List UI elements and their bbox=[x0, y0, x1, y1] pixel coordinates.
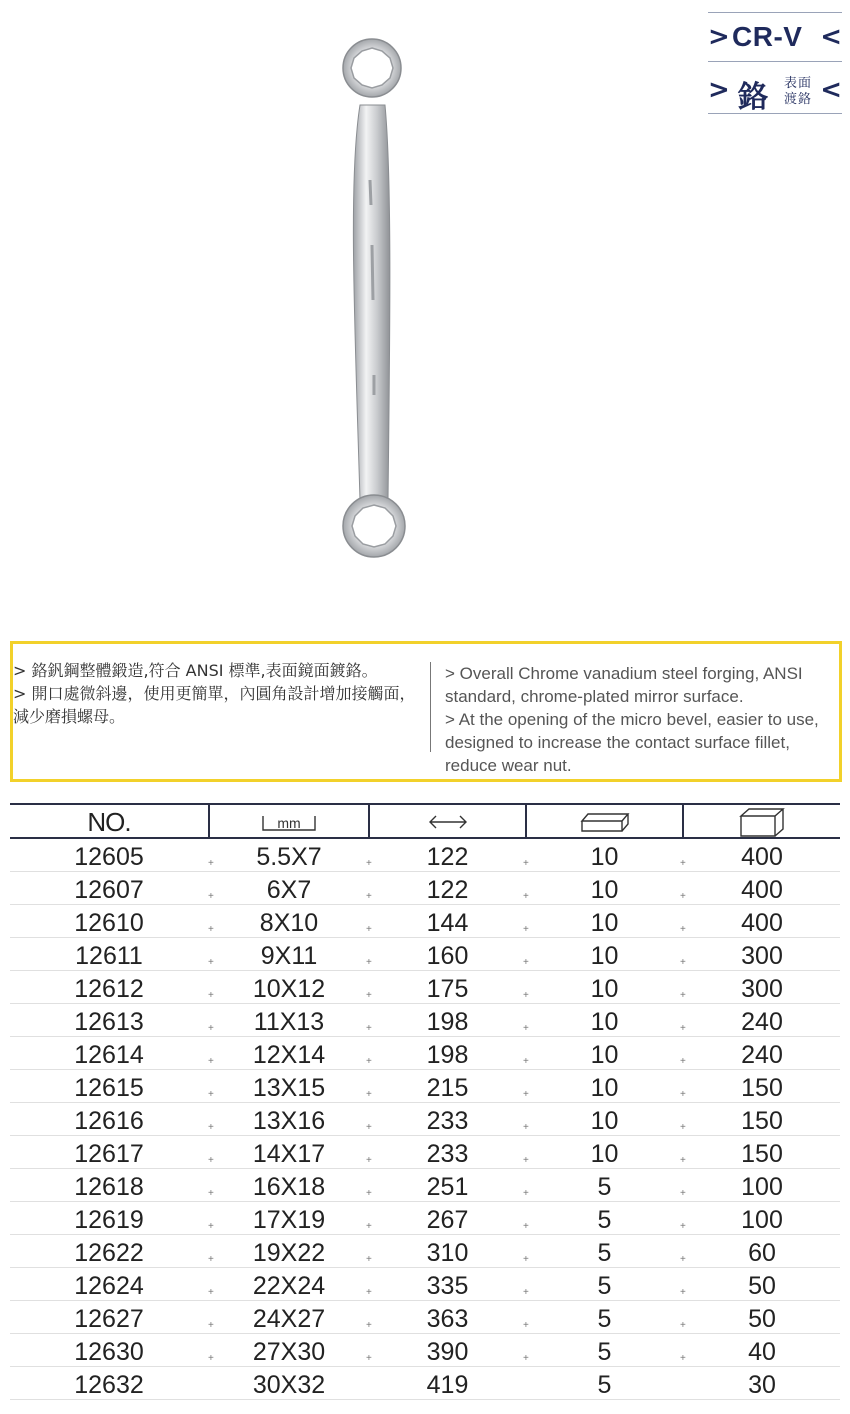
header-outer-qty bbox=[684, 805, 840, 839]
plus-marker-icon: + bbox=[680, 1056, 686, 1067]
cell-size: 16X18 bbox=[252, 1173, 326, 1201]
cell-size: 13X15 bbox=[252, 1074, 326, 1102]
cell-no: 12619 bbox=[74, 1206, 144, 1234]
spec-table bbox=[10, 803, 840, 1400]
header-size bbox=[210, 805, 368, 839]
cell-length: 267 bbox=[426, 1206, 469, 1234]
plus-marker-icon: + bbox=[208, 1320, 214, 1331]
plus-marker-icon: + bbox=[523, 1056, 529, 1067]
product-description bbox=[10, 641, 842, 782]
plus-marker-icon: + bbox=[680, 990, 686, 1001]
header-no: NO. bbox=[87, 806, 131, 837]
plus-marker-icon: + bbox=[208, 1023, 214, 1034]
cell-no: 12622 bbox=[74, 1239, 144, 1267]
cell-inner-qty: 10 bbox=[590, 876, 619, 904]
cell-size: 22X24 bbox=[252, 1272, 326, 1300]
cell-inner-qty: 10 bbox=[590, 942, 619, 970]
plus-marker-icon: + bbox=[366, 891, 372, 902]
cell-length: 122 bbox=[426, 843, 469, 871]
plus-marker-icon: + bbox=[523, 1023, 529, 1034]
cell-length: 419 bbox=[426, 1371, 469, 1399]
cell-inner-qty: 10 bbox=[590, 909, 619, 937]
plus-marker-icon: + bbox=[680, 1221, 686, 1232]
cell-no: 12605 bbox=[74, 843, 144, 871]
cell-no: 12612 bbox=[74, 975, 144, 1003]
cell-length: 215 bbox=[426, 1074, 469, 1102]
description-divider bbox=[430, 662, 431, 752]
cell-outer-qty: 240 bbox=[741, 1008, 783, 1036]
plus-marker-icon: + bbox=[208, 891, 214, 902]
chrome-label: 鉻 bbox=[738, 80, 768, 115]
plus-marker-icon: + bbox=[366, 1188, 372, 1199]
cell-no: 12632 bbox=[74, 1371, 144, 1399]
cell-outer-qty: 400 bbox=[741, 843, 783, 871]
table-row bbox=[10, 1235, 840, 1268]
plus-marker-icon: + bbox=[208, 1122, 214, 1133]
cell-size: 11X13 bbox=[253, 1008, 325, 1036]
cell-inner-qty: 10 bbox=[590, 1008, 619, 1036]
plus-marker-icon: + bbox=[208, 1221, 214, 1232]
table-row bbox=[10, 1367, 840, 1400]
plus-marker-icon: + bbox=[208, 858, 214, 869]
table-row bbox=[10, 1136, 840, 1169]
table-row bbox=[10, 1070, 840, 1103]
plus-marker-icon: + bbox=[523, 1221, 529, 1232]
cell-outer-qty: 400 bbox=[741, 876, 783, 904]
cell-length: 390 bbox=[426, 1338, 469, 1366]
chevron-right-icon: > bbox=[708, 74, 730, 105]
plus-marker-icon: + bbox=[208, 957, 214, 968]
cell-size: 24X27 bbox=[252, 1305, 326, 1333]
plus-marker-icon: + bbox=[680, 1320, 686, 1331]
plus-marker-icon: + bbox=[523, 1353, 529, 1364]
cell-outer-qty: 300 bbox=[741, 942, 783, 970]
chrome-plating-badge bbox=[708, 66, 842, 114]
cell-inner-qty: 10 bbox=[590, 1107, 619, 1135]
cell-length: 363 bbox=[426, 1305, 469, 1333]
plus-marker-icon: + bbox=[523, 1188, 529, 1199]
plus-marker-icon: + bbox=[680, 1023, 686, 1034]
chevron-left-icon: < bbox=[820, 74, 842, 105]
plus-marker-icon: + bbox=[366, 1155, 372, 1166]
cell-outer-qty: 50 bbox=[748, 1272, 776, 1300]
plus-marker-icon: + bbox=[366, 1023, 372, 1034]
plus-marker-icon: + bbox=[680, 891, 686, 902]
plus-marker-icon: + bbox=[523, 1155, 529, 1166]
outer-box-icon bbox=[739, 806, 785, 838]
plus-marker-icon: + bbox=[523, 924, 529, 935]
cell-inner-qty: 10 bbox=[590, 1140, 619, 1168]
table-row bbox=[10, 1202, 840, 1235]
plus-marker-icon: + bbox=[523, 957, 529, 968]
cell-size: 17X19 bbox=[252, 1206, 326, 1234]
table-row bbox=[10, 1268, 840, 1301]
plus-marker-icon: + bbox=[680, 1122, 686, 1133]
plus-marker-icon: + bbox=[366, 1254, 372, 1265]
cell-size: 9X11 bbox=[260, 942, 318, 970]
header-length bbox=[370, 805, 525, 839]
cell-no: 12614 bbox=[74, 1041, 144, 1069]
plus-marker-icon: + bbox=[208, 1188, 214, 1199]
table-row bbox=[10, 872, 840, 905]
table-row bbox=[10, 1301, 840, 1334]
plus-marker-icon: + bbox=[680, 1254, 686, 1265]
plus-marker-icon: + bbox=[366, 990, 372, 1001]
cell-no: 12611 bbox=[75, 942, 143, 970]
plus-marker-icon: + bbox=[523, 858, 529, 869]
cell-outer-qty: 150 bbox=[741, 1074, 783, 1102]
plus-marker-icon: + bbox=[523, 1287, 529, 1298]
chevron-right-icon: > bbox=[708, 22, 730, 52]
table-row bbox=[10, 971, 840, 1004]
cell-inner-qty: 5 bbox=[597, 1206, 612, 1234]
plus-marker-icon: + bbox=[208, 1056, 214, 1067]
cell-inner-qty: 5 bbox=[597, 1371, 612, 1399]
table-row bbox=[10, 839, 840, 872]
cell-size: 12X14 bbox=[252, 1041, 326, 1069]
plus-marker-icon: + bbox=[208, 1254, 214, 1265]
plus-marker-icon: + bbox=[680, 924, 686, 935]
cell-no: 12615 bbox=[74, 1074, 144, 1102]
chrome-sub-label: 表面 渡鉻 bbox=[784, 76, 813, 107]
cell-outer-qty: 60 bbox=[748, 1239, 776, 1267]
cell-inner-qty: 10 bbox=[590, 975, 619, 1003]
plus-marker-icon: + bbox=[523, 990, 529, 1001]
cell-length: 310 bbox=[426, 1239, 469, 1267]
plus-marker-icon: + bbox=[523, 1089, 529, 1100]
cell-no: 12630 bbox=[74, 1338, 144, 1366]
double-ring-wrench-image bbox=[330, 30, 420, 600]
cell-length: 198 bbox=[426, 1008, 469, 1036]
description-chinese: > 鉻釩鋼整體鍛造,符合 ANSI 標準,表面鏡面鍍鉻。 > 開口處微斜邊，使用更簡單，內圓角設計增加接觸面，減少磨損螺母。 bbox=[13, 661, 416, 726]
plus-marker-icon: + bbox=[680, 957, 686, 968]
table-row bbox=[10, 1037, 840, 1070]
plus-marker-icon: + bbox=[366, 1320, 372, 1331]
plus-marker-icon: + bbox=[366, 1221, 372, 1232]
plus-marker-icon: + bbox=[680, 1155, 686, 1166]
cell-inner-qty: 10 bbox=[590, 1074, 619, 1102]
cell-inner-qty: 10 bbox=[590, 1041, 619, 1069]
cell-size: 27X30 bbox=[252, 1338, 326, 1366]
ruler-mm-icon bbox=[261, 812, 317, 832]
header-inner-qty bbox=[527, 805, 682, 839]
plus-marker-icon: + bbox=[366, 1287, 372, 1298]
cell-outer-qty: 240 bbox=[741, 1041, 783, 1069]
plus-marker-icon: + bbox=[208, 990, 214, 1001]
inner-box-icon bbox=[580, 811, 630, 833]
cell-outer-qty: 40 bbox=[748, 1338, 776, 1366]
cell-length: 233 bbox=[426, 1107, 469, 1135]
cell-outer-qty: 150 bbox=[741, 1107, 783, 1135]
plus-marker-icon: + bbox=[208, 1089, 214, 1100]
plus-marker-icon: + bbox=[680, 1287, 686, 1298]
cell-length: 122 bbox=[426, 876, 469, 904]
cell-no: 12618 bbox=[74, 1173, 144, 1201]
plus-marker-icon: + bbox=[366, 924, 372, 935]
table-row bbox=[10, 1334, 840, 1367]
table-row bbox=[10, 1169, 840, 1202]
cell-inner-qty: 5 bbox=[597, 1338, 612, 1366]
table-row bbox=[10, 938, 840, 971]
cell-inner-qty: 5 bbox=[597, 1173, 612, 1201]
plus-marker-icon: + bbox=[366, 1056, 372, 1067]
cell-size: 13X16 bbox=[252, 1107, 326, 1135]
cell-outer-qty: 100 bbox=[741, 1206, 783, 1234]
cell-no: 12624 bbox=[74, 1272, 144, 1300]
plus-marker-icon: + bbox=[680, 1188, 686, 1199]
cell-size: 14X17 bbox=[252, 1140, 326, 1168]
plus-marker-icon: + bbox=[366, 1089, 372, 1100]
cell-length: 233 bbox=[426, 1140, 469, 1168]
description-english: > Overall Chrome vanadium steel forging, ANSI standard, chrome-plated mirror surface. > At the opening of the micro bevel, easier to use, designed to increase the contact surface fillet, reduce wear nut. bbox=[445, 664, 819, 775]
cell-length: 160 bbox=[426, 942, 469, 970]
cell-size: 8X10 bbox=[259, 909, 319, 937]
table-row bbox=[10, 1103, 840, 1136]
cell-length: 144 bbox=[426, 909, 469, 937]
plus-marker-icon: + bbox=[366, 1122, 372, 1133]
cell-no: 12627 bbox=[74, 1305, 144, 1333]
plus-marker-icon: + bbox=[680, 858, 686, 869]
cell-size: 6X7 bbox=[266, 876, 312, 904]
chevron-left-icon: < bbox=[820, 22, 842, 52]
svg-text:mm: mm bbox=[277, 815, 301, 831]
cell-no: 12616 bbox=[74, 1107, 144, 1135]
crv-label: CR-V bbox=[732, 21, 803, 52]
cell-outer-qty: 150 bbox=[741, 1140, 783, 1168]
plus-marker-icon: + bbox=[208, 1155, 214, 1166]
table-row bbox=[10, 905, 840, 938]
table-body bbox=[10, 839, 840, 1400]
table-header bbox=[10, 803, 840, 839]
cell-size: 19X22 bbox=[252, 1239, 326, 1267]
cell-length: 335 bbox=[426, 1272, 469, 1300]
cell-no: 12613 bbox=[74, 1008, 144, 1036]
plus-marker-icon: + bbox=[366, 957, 372, 968]
cell-outer-qty: 50 bbox=[748, 1305, 776, 1333]
plus-marker-icon: + bbox=[523, 891, 529, 902]
double-arrow-icon bbox=[428, 814, 468, 830]
cell-outer-qty: 300 bbox=[741, 975, 783, 1003]
cell-size: 30X32 bbox=[252, 1371, 326, 1399]
plus-marker-icon: + bbox=[366, 858, 372, 869]
plus-marker-icon: + bbox=[680, 1089, 686, 1100]
plus-marker-icon: + bbox=[523, 1122, 529, 1133]
cell-inner-qty: 10 bbox=[590, 843, 619, 871]
plus-marker-icon: + bbox=[208, 1287, 214, 1298]
cell-no: 12607 bbox=[74, 876, 144, 904]
cell-length: 198 bbox=[426, 1041, 469, 1069]
cell-size: 10X12 bbox=[252, 975, 326, 1003]
cell-outer-qty: 100 bbox=[741, 1173, 783, 1201]
cell-no: 12610 bbox=[74, 909, 144, 937]
cell-inner-qty: 5 bbox=[597, 1305, 612, 1333]
cell-no: 12617 bbox=[74, 1140, 144, 1168]
plus-marker-icon: + bbox=[523, 1320, 529, 1331]
crv-badge bbox=[708, 12, 842, 62]
cell-length: 251 bbox=[426, 1173, 469, 1201]
plus-marker-icon: + bbox=[523, 1254, 529, 1265]
plus-marker-icon: + bbox=[366, 1353, 372, 1364]
cell-length: 175 bbox=[426, 975, 469, 1003]
plus-marker-icon: + bbox=[680, 1353, 686, 1364]
plus-marker-icon: + bbox=[208, 924, 214, 935]
cell-size: 5.5X7 bbox=[256, 843, 322, 871]
cell-outer-qty: 400 bbox=[741, 909, 783, 937]
cell-inner-qty: 5 bbox=[597, 1239, 612, 1267]
cell-inner-qty: 5 bbox=[597, 1272, 612, 1300]
plus-marker-icon: + bbox=[208, 1353, 214, 1364]
table-row bbox=[10, 1004, 840, 1037]
cell-outer-qty: 30 bbox=[748, 1371, 776, 1399]
